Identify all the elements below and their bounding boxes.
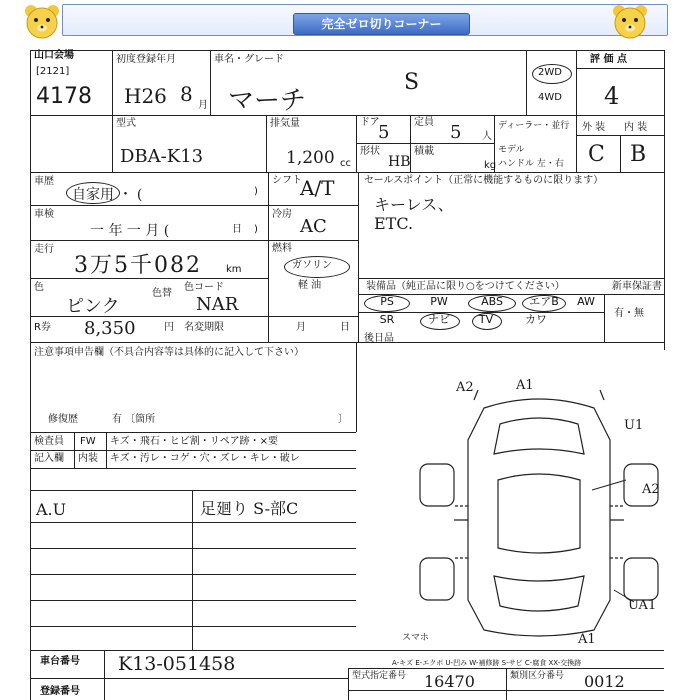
drive-2wd: 2WD [538, 67, 562, 78]
inspector-label-1: 検査員 [34, 436, 64, 447]
repair-value: 有 〔箇所 [112, 414, 156, 425]
ac-value: AC [300, 216, 327, 237]
auction-label: 山口会場 [34, 50, 74, 61]
km-unit: km [226, 264, 242, 275]
equipment-circle [522, 295, 566, 312]
equipment-item: SR [379, 313, 395, 326]
cc-label: 排気量 [270, 118, 300, 129]
color-label: 色 [34, 282, 44, 293]
use-value: 自家用 ・ ( [72, 187, 143, 203]
exterior-grade: C [588, 142, 605, 167]
report-text: 足廻り S-部C [200, 499, 299, 518]
yen-unit: 円 [164, 322, 174, 333]
new-warranty-value: 有・無 [614, 308, 644, 319]
lot-number: 4178 [36, 84, 92, 109]
name-change-label: 名変期限 [184, 322, 224, 333]
bear-mascot-icon [22, 2, 62, 42]
shift-label: シフト [272, 175, 302, 186]
damage-legend: A-キズ E-エクボ U-凹み W-補修跡 S-サビ C-腐食 XX-交換跡 [392, 659, 582, 667]
color-change-label: 色替 [152, 288, 172, 299]
score-label: 評 価 点 [590, 54, 627, 65]
month-unit: 月 [198, 100, 208, 111]
auction-code: [2121] [36, 66, 70, 77]
interior-label: 内 装 [624, 122, 648, 133]
fuel-diesel: 軽 油 [298, 280, 322, 291]
inspector-label-2: 記入欄 [34, 453, 64, 464]
damage-a1-top: A1 [516, 378, 534, 393]
equipment-item: カワ [525, 313, 547, 326]
fuel-label: 燃料 [272, 243, 292, 254]
cc-value: 1,200 [286, 148, 335, 168]
model-value: マーチ [228, 86, 307, 116]
load-unit: kg [484, 160, 497, 171]
notice-label: 注意事項申告欄（不具合内容等は具体的に記入して下さい） [34, 347, 304, 358]
category-number-value: 0012 [584, 672, 625, 691]
equipment-item: ABS [481, 295, 503, 308]
equipment-item: AW [577, 295, 595, 308]
shift-value: A/T [300, 176, 335, 200]
equipment-circle [364, 295, 410, 312]
sales-point-line2: ETC. [374, 214, 414, 233]
drive-4wd: 4WD [538, 92, 562, 103]
inspector-fw: FW [80, 436, 96, 447]
report-au: A.U [36, 500, 67, 519]
chassis-number-value: K13-051458 [118, 653, 236, 675]
name-change-month: 月 [296, 322, 306, 333]
capacity-unit: 人 [482, 131, 492, 142]
equipment-circle [472, 313, 502, 330]
new-warranty-label: 新車保証書 [612, 281, 662, 292]
model-label: 車名・グレード [214, 54, 284, 65]
mileage-label: 走行 [34, 244, 54, 255]
equipment-item: TV [478, 313, 494, 326]
chassis-number-label: 車台番号 [40, 656, 80, 667]
inspection-value: 一 年 一 月 ( [90, 223, 170, 239]
inspector-items-1: キズ・飛石・ヒビ割・リペア跡・×要 [110, 436, 278, 447]
color-value: ピンク [66, 296, 120, 317]
inspection-day: 日 [232, 224, 242, 235]
ac-label: 冷房 [272, 209, 292, 220]
inspector-interior: 内装 [78, 453, 98, 464]
exterior-label: 外 装 [582, 122, 606, 133]
capacity-label: 定員 [414, 117, 434, 128]
diagram-car-label: スマホ [402, 633, 429, 643]
sales-point-label: セールスポイント（正常に機能するものに限ります） [364, 175, 604, 186]
repair-close: 〕 [338, 414, 348, 425]
first-reg-label: 初度登録年月 [116, 54, 176, 65]
equipment-item: PS [380, 295, 394, 308]
model-type-label: モデル [498, 145, 525, 155]
load-label: 積載 [414, 146, 434, 157]
door-label: ドア [360, 117, 380, 128]
first-reg-month: 8 [180, 82, 193, 106]
damage-ua1: UA1 [628, 598, 657, 613]
banner [62, 4, 668, 36]
shape-value: HB [388, 154, 411, 170]
banner-title: 完全ゼロ切りコーナー [293, 13, 470, 35]
handle-label: ハンドル 左・右 [498, 159, 564, 169]
interior-grade: B [630, 142, 647, 167]
type-value: DBA-K13 [120, 146, 204, 167]
type-label: 型式 [116, 118, 136, 129]
name-change-day: 日 [340, 322, 350, 333]
equipment-circle [420, 313, 460, 330]
use-close: ) [254, 186, 258, 197]
first-reg-value: H26 [124, 84, 167, 108]
category-number-label: 類別区分番号 [510, 671, 565, 681]
equipment-item: エアB [529, 295, 559, 308]
inspector-items-2: キズ・汚レ・コゲ・穴・ズレ・キレ・破レ [110, 453, 300, 464]
damage-a2-right: A2 [642, 482, 660, 497]
dealer-label: ディーラー・並行 [498, 121, 570, 131]
equipment-circle [468, 295, 516, 312]
cert-number-label: 型式指定番号 [352, 671, 407, 681]
color-code-label: 色コード [184, 282, 224, 293]
recycle-label: R券 [34, 322, 51, 333]
capacity-value: 5 [450, 122, 462, 143]
fuel-gasoline: ガソリン [292, 260, 332, 271]
damage-a2-top: A2 [456, 380, 474, 395]
cert-number-value: 16470 [424, 672, 475, 691]
mileage-value: 3万5千082 [74, 253, 202, 278]
color-code-value: NAR [196, 294, 239, 315]
equipment-item: ナビ [428, 313, 450, 326]
damage-u1: U1 [624, 418, 644, 433]
damage-a1-bottom: A1 [578, 632, 596, 647]
registration-number-label: 登録番号 [40, 686, 80, 697]
inspection-label: 車検 [34, 209, 54, 220]
equipment-label: 装備品（純正品に限り○をつけてください） [366, 281, 565, 292]
use-label: 車歴 [34, 176, 54, 187]
sales-point-line1: キーレス、 [374, 195, 454, 214]
recycle-value: 8,350 [84, 318, 136, 339]
shape-label: 形状 [360, 146, 380, 157]
cc-unit: cc [340, 158, 351, 169]
door-value: 5 [378, 122, 390, 143]
grade-value: S [404, 70, 420, 95]
after-items-label: 後日品 [364, 333, 394, 344]
bear-mascot-icon [610, 2, 650, 42]
equipment-item: PW [430, 295, 448, 308]
inspection-close: ) [254, 224, 258, 235]
repair-label: 修復歴 [48, 414, 78, 425]
score-value: 4 [604, 82, 620, 110]
